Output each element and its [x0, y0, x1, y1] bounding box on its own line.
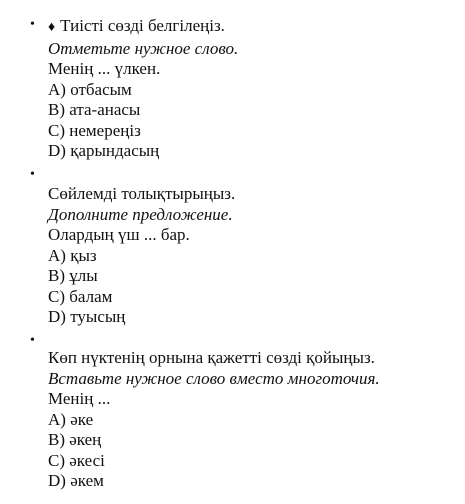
answer-option-d: D) туысың [48, 307, 126, 326]
list-bullet: • [30, 167, 35, 182]
question-prompt: Менің ... [48, 389, 111, 408]
answer-option-b: B) ата-анасы [48, 100, 141, 119]
answer-option-a: A) қыз [48, 245, 97, 265]
question-subtitle-ru: Дополните предложение. [48, 204, 233, 224]
list-bullet: • [30, 333, 35, 348]
question-2 [48, 184, 463, 328]
answer-option-a: A) әке [48, 409, 94, 429]
answer-option-c: C) әкесі [48, 450, 105, 470]
diamond-marker-icon: ♦ [48, 20, 56, 35]
question-subtitle-ru: Вставьте нужное слово вместо многоточия. [48, 368, 380, 388]
question-title: Сөйлемді толықтырыңыз. [48, 184, 236, 203]
question-prompt: Менің ... үлкен. [48, 59, 161, 78]
question-subtitle-ru: Отметьте нужное слово. [48, 38, 239, 58]
answer-option-c: C) немереңіз [48, 120, 141, 140]
question-title: Көп нүктенің орнына қажетті сөзді қойыңыз. [48, 348, 375, 367]
answer-option-a: A) отбасым [48, 79, 132, 99]
question-title: ♦ Тиісті сөзді белгілеңіз. [48, 16, 225, 35]
list-bullet: • [30, 17, 35, 32]
question-3 [48, 348, 463, 492]
answer-option-d: D) әкем [48, 471, 104, 490]
answer-option-b: B) ұлы [48, 266, 98, 285]
answer-option-d: D) қарындасың [48, 141, 160, 160]
answer-option-b: B) әкең [48, 430, 102, 449]
question-1 [48, 16, 463, 162]
answer-option-c: C) балам [48, 286, 113, 306]
question-prompt: Олардың үш ... бар. [48, 225, 190, 244]
